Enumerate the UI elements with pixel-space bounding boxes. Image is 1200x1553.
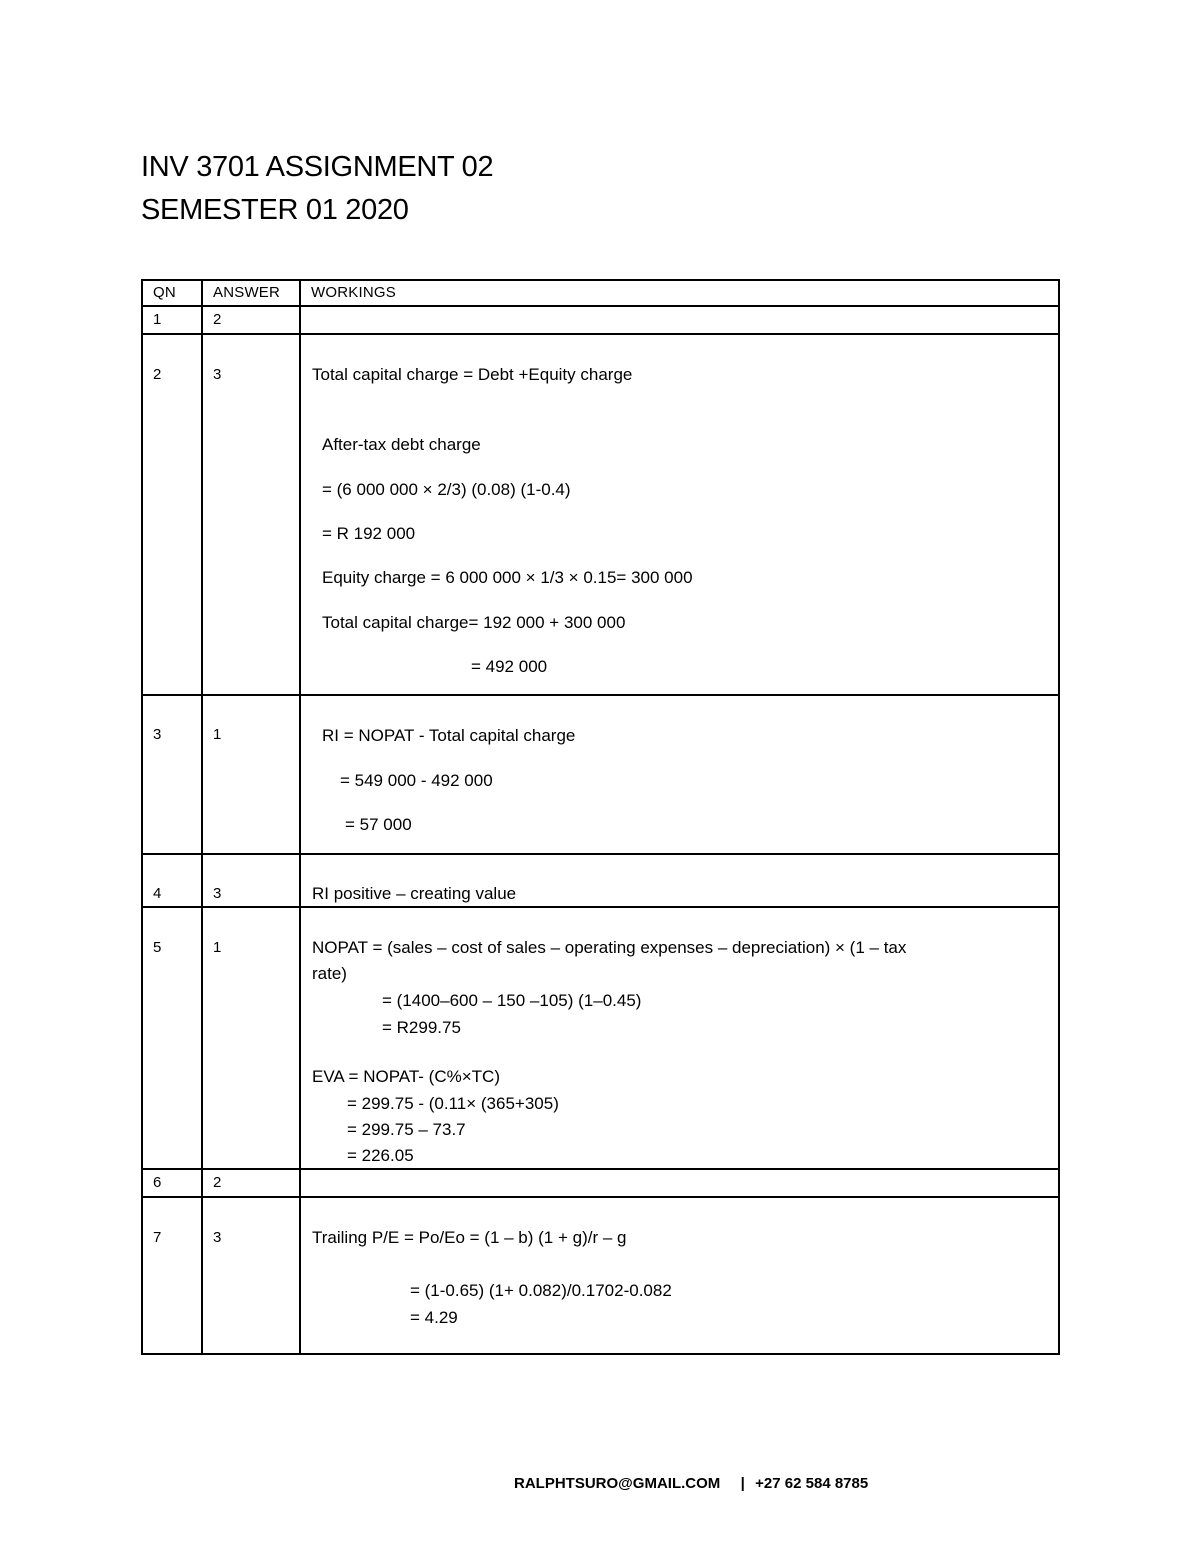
workings-cell [300, 1169, 1059, 1197]
working-line: = R299.75 [382, 1018, 461, 1037]
qn-value: 1 [153, 311, 162, 328]
table-row [142, 695, 1059, 854]
qn-cell [142, 1169, 202, 1197]
workings-cell [300, 907, 1059, 1169]
qn-value: 6 [153, 1174, 162, 1191]
qn-value: 3 [153, 726, 162, 743]
answer-cell [202, 695, 300, 854]
answer-value: 1 [213, 726, 222, 743]
working-line: EVA = NOPAT- (C%×TC) [312, 1067, 500, 1086]
answer-value: 3 [213, 1229, 222, 1246]
working-line: Total capital charge = Debt +Equity charge [312, 365, 633, 384]
header-answer: ANSWER [213, 284, 281, 301]
qn-cell [142, 1197, 202, 1354]
working-line: NOPAT = (sales – cost of sales – operating expenses – depreciation) × (1 – tax [312, 938, 907, 957]
qn-value: 2 [153, 366, 162, 383]
qn-cell [142, 854, 202, 907]
answer-cell [202, 1197, 300, 1354]
qn-value: 4 [153, 885, 162, 902]
qn-value: 7 [153, 1229, 162, 1246]
footer-contact [514, 1472, 868, 1496]
working-line: RI = NOPAT - Total capital charge [322, 726, 576, 745]
header-qn-cell [142, 280, 202, 306]
table-header-row [142, 280, 1059, 306]
working-line: = (1400–600 – 150 –105) (1–0.45) [382, 991, 642, 1010]
working-line: = (6 000 000 × 2/3) (0.08) (1-0.4) [322, 480, 571, 499]
working-line: RI positive – creating value [312, 884, 517, 903]
table-row [142, 1169, 1059, 1197]
answer-cell [202, 306, 300, 334]
working-line: = 57 000 [345, 815, 412, 834]
workings-cell [300, 854, 1059, 907]
answers-table [141, 279, 1060, 1355]
header-answer-cell [202, 280, 300, 306]
title-line-1: INV 3701 ASSIGNMENT 02 [141, 151, 494, 183]
footer-phone: +27 62 584 8785 [755, 1475, 869, 1492]
table-row [142, 907, 1059, 1169]
footer-separator: | [740, 1475, 745, 1492]
answer-value: 2 [213, 311, 222, 328]
workings-cell [300, 306, 1059, 334]
document-title [141, 146, 493, 232]
header-workings-cell [300, 280, 1059, 306]
footer-email: RALPHTSURO@GMAIL.COM [514, 1475, 721, 1492]
answer-value: 2 [213, 1174, 222, 1191]
table-row [142, 334, 1059, 695]
working-line: = 492 000 [471, 657, 548, 676]
table-row [142, 1197, 1059, 1354]
answer-cell [202, 1169, 300, 1197]
working-line: = 299.75 – 73.7 [347, 1120, 466, 1139]
working-line: rate) [312, 964, 347, 983]
working-line: Trailing P/E = Po/Eo = (1 – b) (1 + g)/r – g [312, 1228, 627, 1247]
table-row [142, 306, 1059, 334]
qn-cell [142, 695, 202, 854]
answer-value: 3 [213, 366, 222, 383]
answer-value: 1 [213, 939, 222, 956]
header-workings: WORKINGS [311, 284, 396, 301]
answer-cell [202, 854, 300, 907]
working-line: Equity charge = 6 000 000 × 1/3 × 0.15= 300 000 [322, 568, 693, 587]
working-line: = 549 000 - 492 000 [340, 771, 493, 790]
working-line: = 4.29 [410, 1308, 458, 1327]
working-line: = 299.75 - (0.11× (365+305) [347, 1094, 559, 1113]
qn-cell [142, 306, 202, 334]
answer-cell [202, 334, 300, 695]
working-line: = (1-0.65) (1+ 0.082)/0.1702-0.082 [410, 1281, 672, 1300]
table-row [142, 854, 1059, 907]
header-qn: QN [153, 284, 176, 301]
qn-cell [142, 334, 202, 695]
workings-cell [300, 695, 1059, 854]
answer-value: 3 [213, 885, 222, 902]
answer-cell [202, 907, 300, 1169]
workings-cell [300, 1197, 1059, 1354]
working-line: Total capital charge= 192 000 + 300 000 [322, 613, 626, 632]
title-line-2: SEMESTER 01 2020 [141, 194, 409, 226]
working-line: = R 192 000 [322, 524, 416, 543]
working-line: = 226.05 [347, 1146, 414, 1165]
qn-cell [142, 907, 202, 1169]
qn-value: 5 [153, 939, 162, 956]
working-line: After-tax debt charge [322, 435, 481, 454]
workings-cell [300, 334, 1059, 695]
